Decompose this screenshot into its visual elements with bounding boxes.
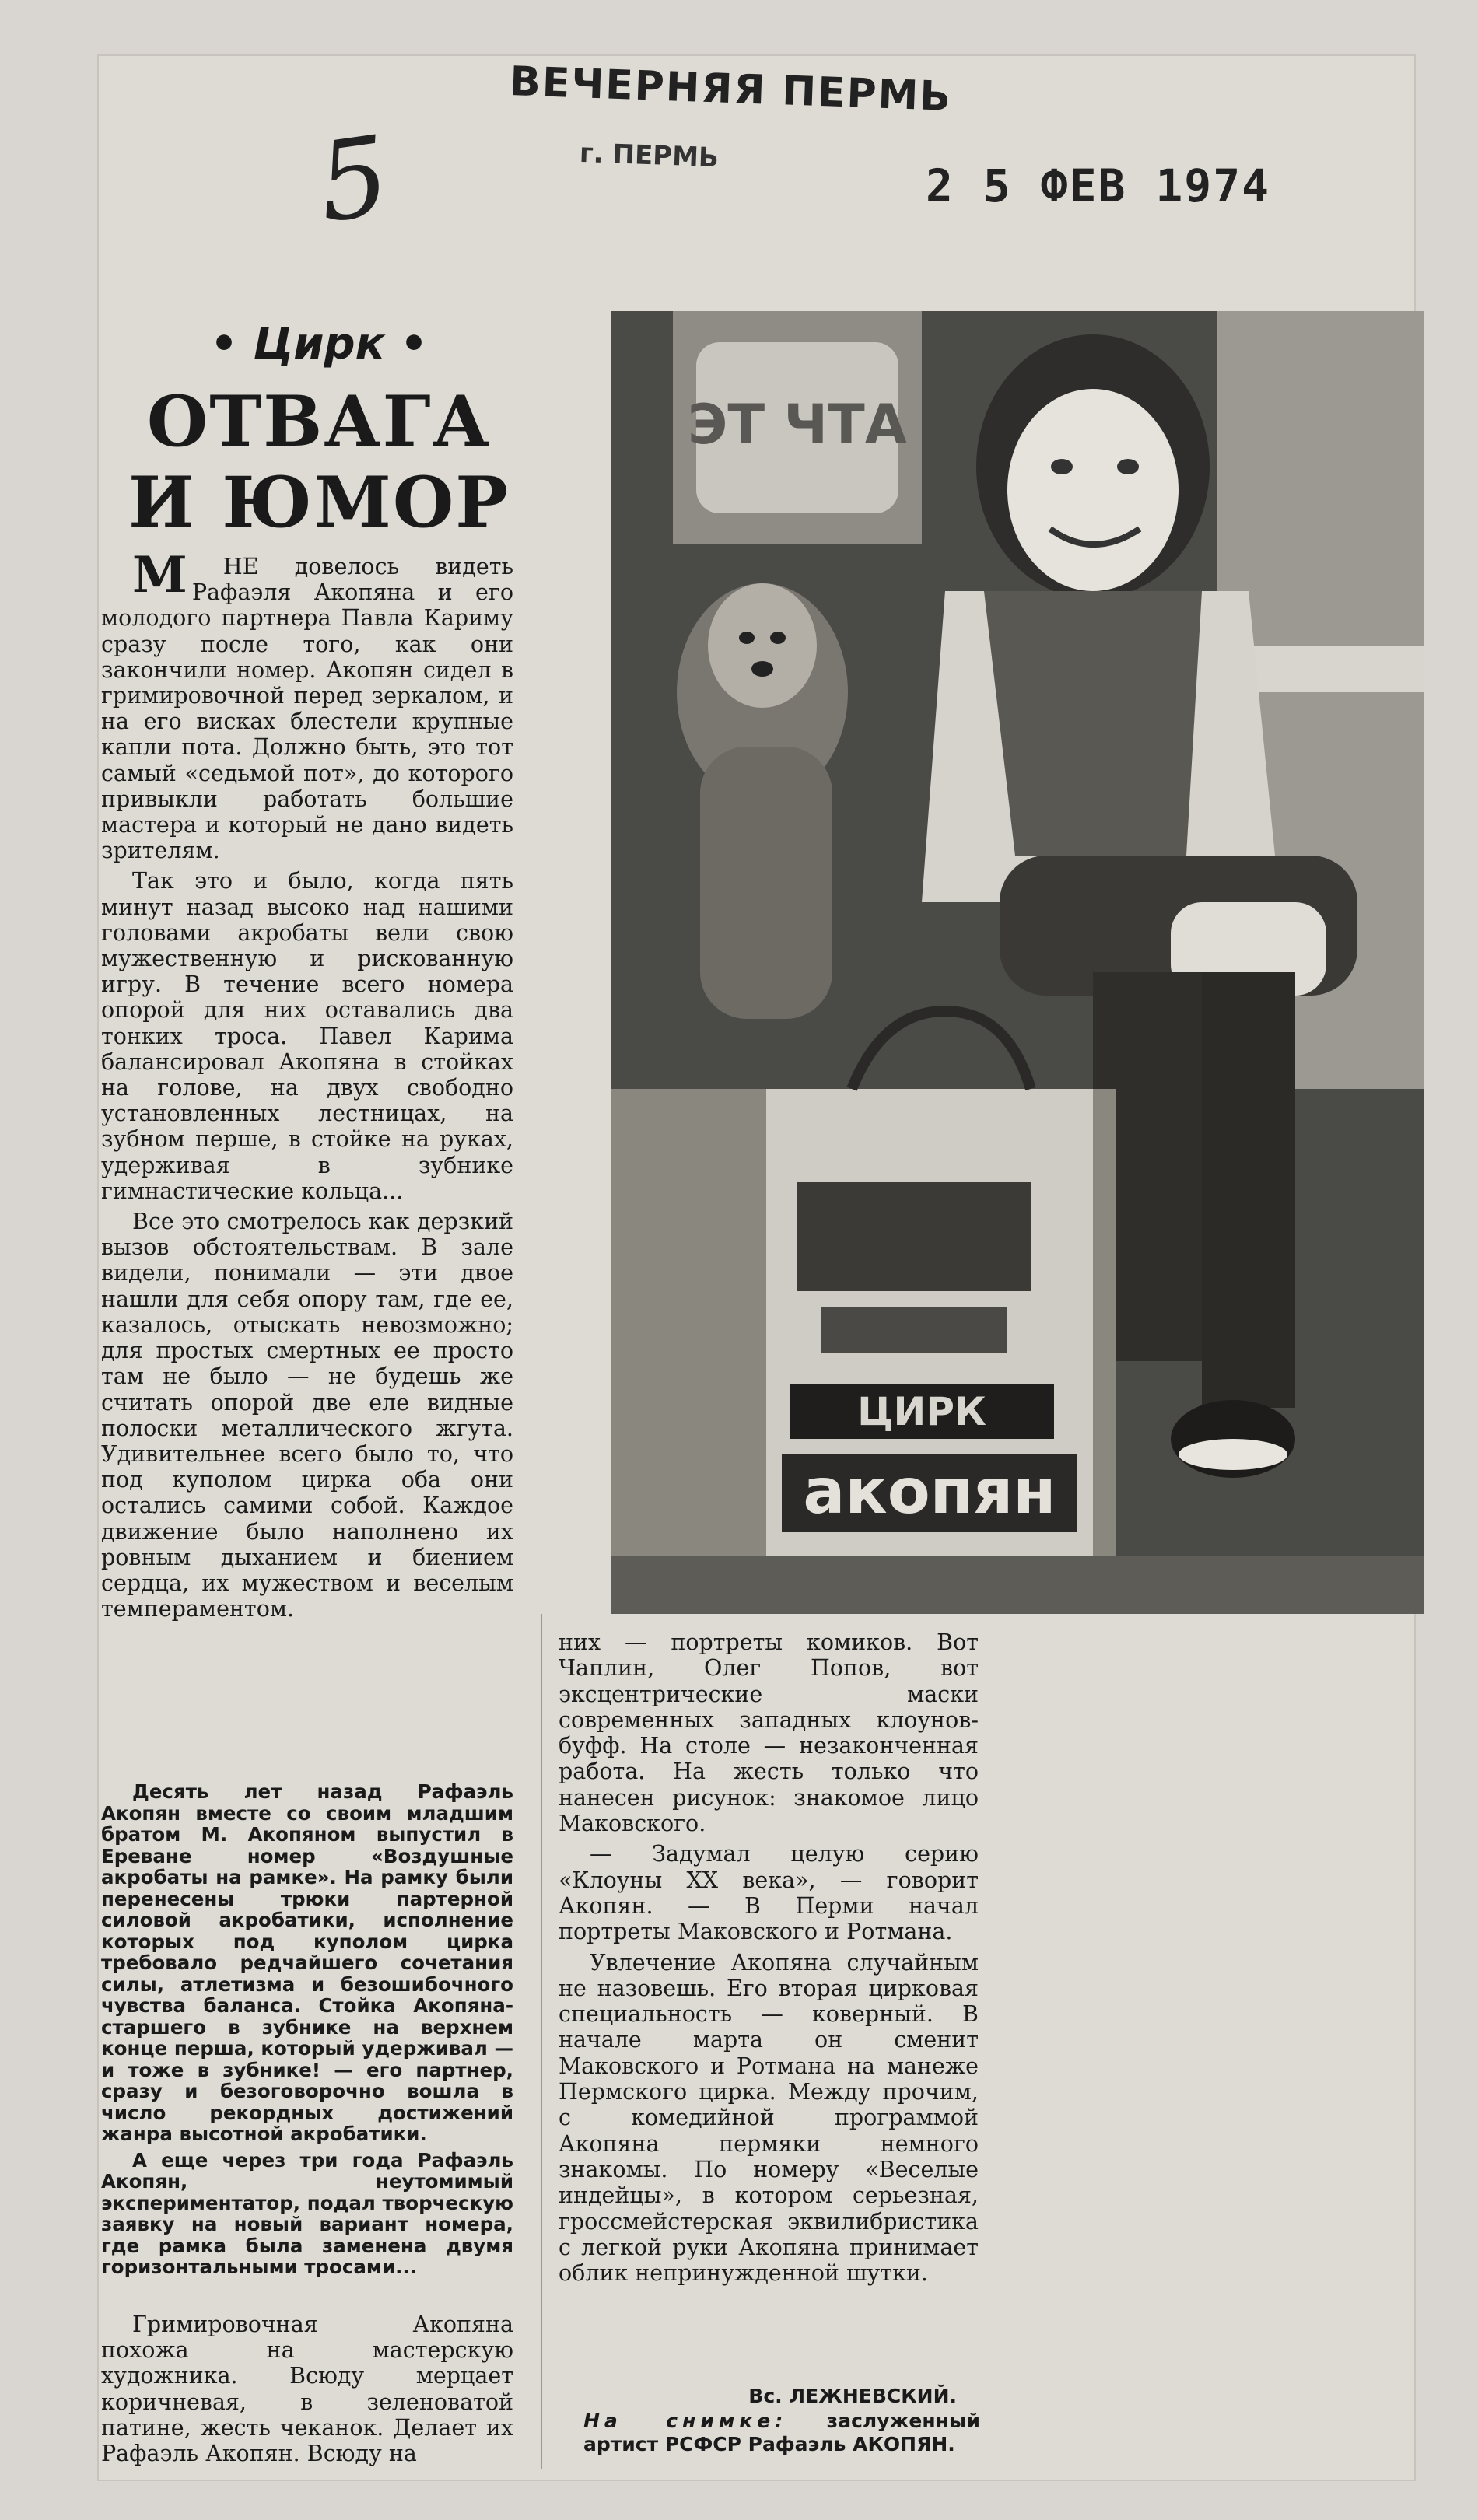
rubric-label: • Цирк • [210, 319, 428, 369]
paragraph-3: Все это смотрелось как дерзкий вызов обстоятельствам. В зале видели, понимали — эти двое нашли для себя опору там, где ее, казалось, отыскать невозможно; для простых смертных ее просто там не было — не будешь же считать опорой две еле видные полоски металлического жгута. Удивительнее всего было то, что под куполом цирка оба они остались самими собой. Каждое движение было наполнено их ровным дыханием и биением сердца, их мужеством и веселым темпераментом. [101, 1209, 513, 1622]
headline-line-1: ОТВАГА [146, 380, 492, 463]
photo-caption [583, 2410, 980, 2456]
headline [109, 381, 529, 543]
handwritten-page-number: 5 [310, 112, 397, 248]
left-bottom-text [101, 2312, 513, 2471]
paragraph-studio: Гримировочная Акопяна похожа на мастерскую художника. Всюду мерцает коричневая, в зеленоватой патине, жесть чеканок. Делает их Рафаэль Акопян. Всюду на [101, 2312, 513, 2467]
caption-label: На снимке: [583, 2410, 788, 2432]
right-paragraph-1: них — портреты комиков. Вот Чаплин, Олег Попов, вот эксцентрические маски современных западных клоунов-буфф. На столе — незаконченная работа. На жесть только что нанесен рисунок: знакомое лицо Маковского. [559, 1629, 979, 1837]
headline-line-2: И ЮМОР [128, 461, 510, 544]
author-signature: Вс. ЛЕЖНЕВСКИЙ. [748, 2385, 957, 2407]
caption-text: заслуженный артист РСФСР Рафаэль АКОПЯН. [583, 2410, 980, 2455]
poster-bottom-text-1: ЦИРК [857, 1389, 986, 1434]
poster-bottom-text-2: акопян [803, 1455, 1056, 1528]
photo-illustration [611, 311, 1424, 1614]
paragraph-2: Так это и было, когда пять минут назад высоко над нашими головами акробаты вели свою мужественную и рискованную игру. В течение всего номера опорой для них оставались два тонких троса. Павел Карима балансировал Акопяна в стойках на голове, на двух свободно установленных лестницах, на зубном перше, в стойке на руках, удерживая в зубнике гимнастические кольца... [101, 868, 513, 1204]
bold-inset-text [101, 1781, 513, 2283]
right-paragraph-3: Увлечение Акопяна случайным не назовешь. Его вторая цирковая специальность — коверный. В начале марта он сменит Маковского и Ротмана на манеже Пермского цирка. Между прочим, с комедийной программой Акопяна пермяки немного знакомы. По номеру «Веселые индейцы», в котором серьезная, гроссмейстерская эквилибристика с легкой руки Акопяна принимает облик непринужденной шутки. [559, 1949, 979, 2287]
paragraph-1: МНЕ довелось видеть Рафаэля Акопяна и его молодого партнера Павла Кариму сразу после того, как они закончили номер. Акопян сидел в гримировочной перед зеркалом, и на его висках блестели крупные капли пота. Должно быть, это тот самый «седьмой пот», до которого привыкли работать большие мастера и который не дано видеть зрителям. [101, 546, 513, 864]
poster-top-text: ЭТ ЧТА [688, 393, 907, 457]
city-stamp: г. ПЕРМЬ [579, 137, 720, 174]
newspaper-stamp: ВЕЧЕРНЯЯ ПЕРМЬ [509, 58, 953, 121]
column-divider [541, 1614, 542, 2469]
bold-paragraph-1: Десять лет назад Рафаэль Акопян вместе со своим младшим братом М. Акопяном выпустил в Ереване номер «Воздушные акробаты на рамке». На рамку были перенесены трюки партерной силовой акробатики, исполнение которых под куполом цирка требовало редчайшего сочетания силы, атлетизма и безошибочного чувства баланса. Стойка Акопяна-старшего в зубнике на верхнем конце перша, который удерживал — и тоже в зубнике! — его партнер, сразу и безоговорочно вошла в число рекордных достижений жанра высотной акробатики. [101, 1780, 513, 2145]
right-paragraph-2: — Задумал целую серию «Клоуны XX века», — говорит Акопян. — В Перми начал портреты Маковского и Ротмана. [559, 1841, 979, 1945]
right-column-text [559, 1629, 979, 2291]
article-photo [611, 311, 1424, 1614]
left-column-text [101, 546, 513, 1626]
bold-paragraph-2: А еще через три года Рафаэль Акопян, неутомимый экспериментатор, подал творческую заявку на новый вариант номера, где рамка была заменена двумя горизонтальными тросами... [101, 2148, 513, 2278]
date-stamp: 2 5 ФЕВ 1974 [926, 159, 1271, 212]
